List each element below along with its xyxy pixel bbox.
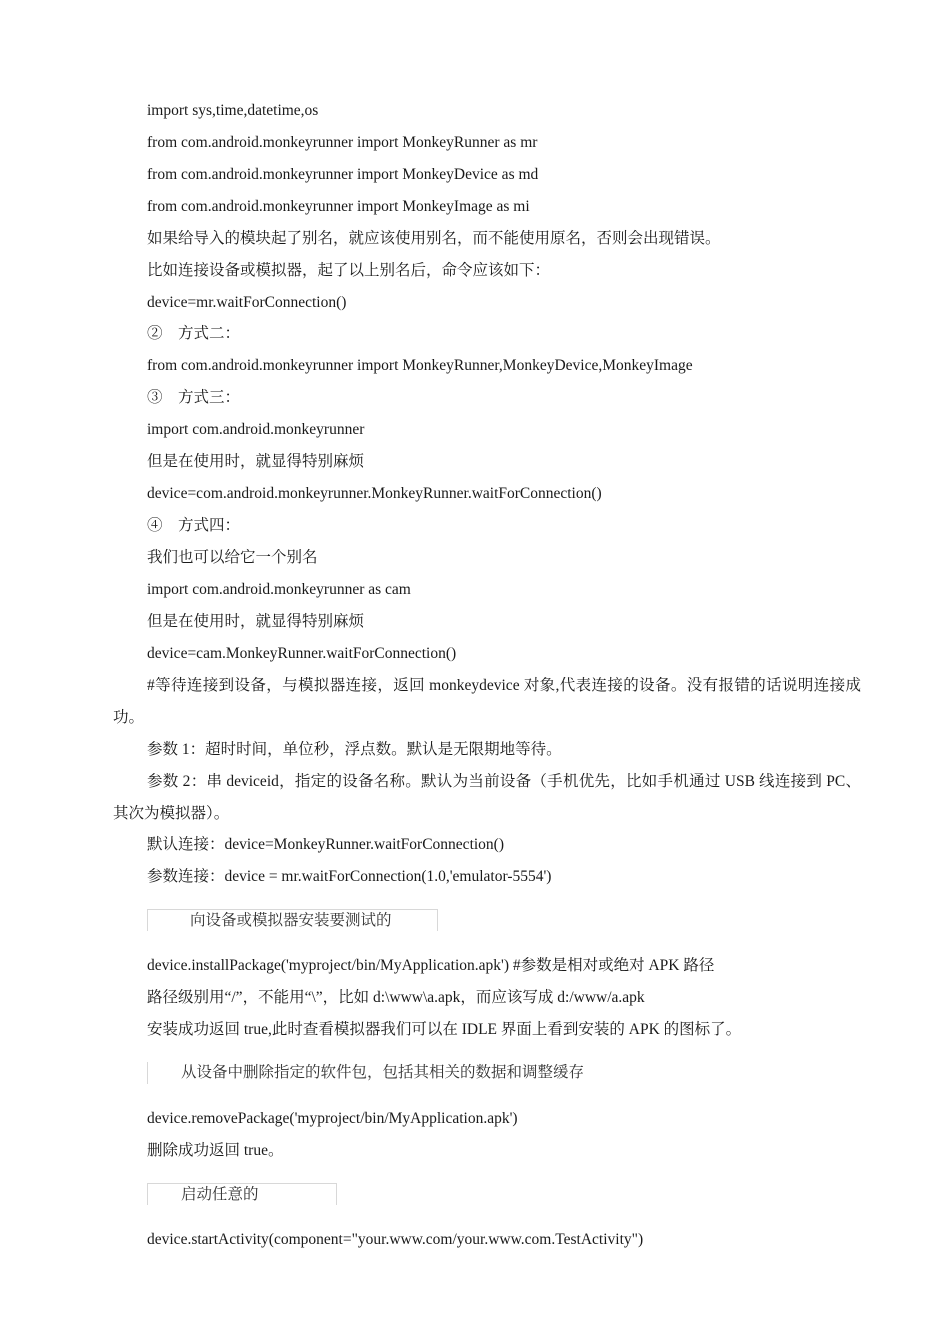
code-line: device.installPackage('myproject/bin/MyApplication.apk') #参数是相对或绝对 APK 路径 bbox=[147, 957, 715, 974]
code-line: device=com.android.monkeyrunner.MonkeyRunner.waitForConnection() bbox=[147, 485, 602, 502]
text-line: 删除成功返回 true。 bbox=[147, 1142, 284, 1159]
code-line: from com.android.monkeyrunner import MonkeyRunner as mr bbox=[147, 134, 538, 151]
paragraph: 参数 1：超时时间，单位秒，浮点数。默认是无限期地等待。 bbox=[147, 741, 562, 758]
code-line: import com.android.monkeyrunner as cam bbox=[147, 581, 411, 598]
code-line: import sys,time,datetime,os bbox=[147, 102, 319, 119]
text-line: 比如连接设备或模拟器，起了以上别名后，命令应该如下： bbox=[147, 262, 551, 279]
section-label: ② 方式二： bbox=[147, 325, 241, 342]
code-line: device=mr.waitForConnection() bbox=[147, 294, 347, 311]
section-label: ④ 方式四： bbox=[147, 517, 241, 534]
section-heading: 启动任意的 bbox=[147, 1183, 337, 1205]
code-line: from com.android.monkeyrunner import MonkeyRunner,MonkeyDevice,MonkeyImage bbox=[147, 357, 693, 374]
text-line: 路径级别用“/”，不能用“\”，比如 d:\www\a.apk，而应该写成 d:/www/a.apk bbox=[147, 989, 645, 1006]
code-line: device.removePackage('myproject/bin/MyApplication.apk') bbox=[147, 1110, 518, 1127]
paragraph: #等待连接到设备，与模拟器连接，返回 monkeydevice 对象,代表连接的设备。没有报错的话说明连接成功。 bbox=[113, 677, 861, 726]
code-line: device=cam.MonkeyRunner.waitForConnection() bbox=[147, 645, 457, 662]
code-line: import com.android.monkeyrunner bbox=[147, 421, 365, 438]
text-line: 安装成功返回 true,此时查看模拟器我们可以在 IDLE 界面上看到安装的 APK 的图标了。 bbox=[147, 1021, 742, 1038]
code-line: 参数连接：device = mr.waitForConnection(1.0,'emulator-5554') bbox=[147, 868, 552, 885]
text-line: 如果给导入的模块起了别名，就应该使用别名，而不能使用原名，否则会出现错误。 bbox=[147, 230, 721, 247]
code-line: from com.android.monkeyrunner import MonkeyDevice as md bbox=[147, 166, 539, 183]
text-line: 但是在使用时，就显得特别麻烦 bbox=[147, 613, 365, 630]
section-heading: 向设备或模拟器安装要测试的 bbox=[147, 909, 438, 931]
paragraph: 参数 2：串 deviceid，指定的设备名称。默认为当前设备（手机优先，比如手机通过 USB 线连接到 PC、其次为模拟器）。 bbox=[113, 773, 861, 822]
code-line: device.startActivity(component="your.www.com/your.www.com.TestActivity") bbox=[147, 1231, 644, 1248]
code-line: 默认连接：device=MonkeyRunner.waitForConnection() bbox=[147, 836, 504, 853]
section-label: ③ 方式三： bbox=[147, 389, 241, 406]
code-line: from com.android.monkeyrunner import MonkeyImage as mi bbox=[147, 198, 530, 215]
text-line: 我们也可以给它一个别名 bbox=[147, 549, 318, 566]
text-line: 但是在使用时，就显得特别麻烦 bbox=[147, 453, 365, 470]
section-heading: 从设备中删除指定的软件包，包括其相关的数据和调整缓存 bbox=[147, 1062, 627, 1084]
